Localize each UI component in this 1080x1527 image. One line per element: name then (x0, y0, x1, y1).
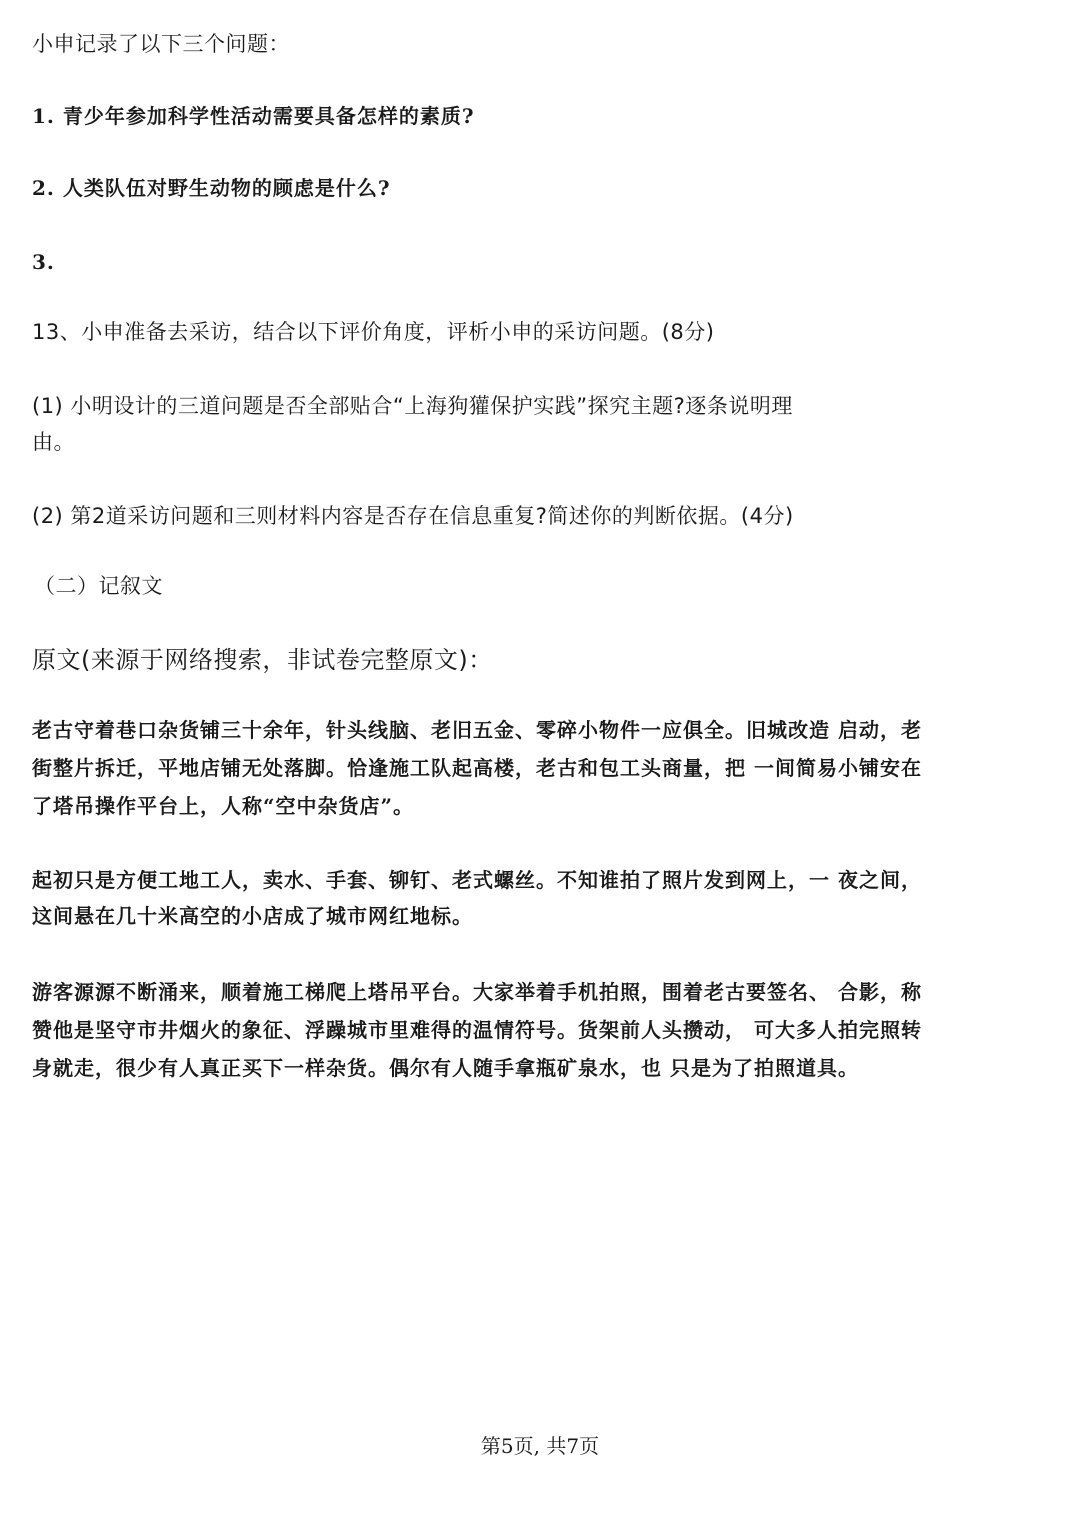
question-13-sub2: (2) 第2道采访问题和三则材料内容是否存在信息重复?简述你的判断依据。(4分) (32, 504, 794, 528)
passage-line: 了塔吊操作平台上，人称“空中杂货店”。 (32, 794, 415, 818)
question-3: 3. (32, 250, 55, 274)
question-13-title: 13、小申准备去采访，结合以下评价角度，评析小申的采访问题。(8分) (32, 320, 715, 344)
passage-line: 身就走，很少有人真正买下一样杂货。偶尔有人随手拿瓶矿泉水，也 只是为了拍照道具。 (32, 1056, 859, 1080)
intro-text: 小申记录了以下三个问题： (32, 32, 290, 56)
question-13-sub1-line1: (1) 小明设计的三道问题是否全部贴合“上海狗獾保护实践”探究主题?逐条说明理 (32, 394, 793, 418)
passage-line: 赞他是坚守市井烟火的象征、浮躁城市里难得的温情符号。货架前人头攒动， 可大多人拍完照转 (32, 1018, 922, 1042)
passage-line: 游客源源不断涌来，顺着施工梯爬上塔吊平台。大家举着手机拍照，围着老古要签名、 合影，称 (32, 980, 922, 1004)
question-13-sub1-line2: 由。 (32, 430, 75, 454)
passage-line: 这间悬在几十米高空的小店成了城市网红地标。 (32, 904, 473, 928)
section-heading: （二）记叙文 (34, 574, 163, 598)
page-number: 第5页, 共7页 (480, 1434, 600, 1458)
passage-line: 街整片拆迁，平地店铺无处落脚。恰逢施工队起高楼，老古和包工头商量，把 一间简易小铺安在 (32, 756, 922, 780)
source-note: 原文(来源于网络搜索，非试卷完整原文)： (32, 646, 493, 674)
question-2: 2. 人类队伍对野生动物的顾虑是什么? (32, 176, 391, 200)
passage-line: 老古守着巷口杂货铺三十余年，针头线脑、老旧五金、零碎小物件一应俱全。旧城改造 启动，老 (32, 718, 922, 742)
passage-line: 起初只是方便工地工人，卖水、手套、铆钉、老式螺丝。不知谁拍了照片发到网上，一 夜之间， (32, 868, 922, 892)
question-1: 1. 青少年参加科学性活动需要具备怎样的素质? (32, 104, 475, 128)
